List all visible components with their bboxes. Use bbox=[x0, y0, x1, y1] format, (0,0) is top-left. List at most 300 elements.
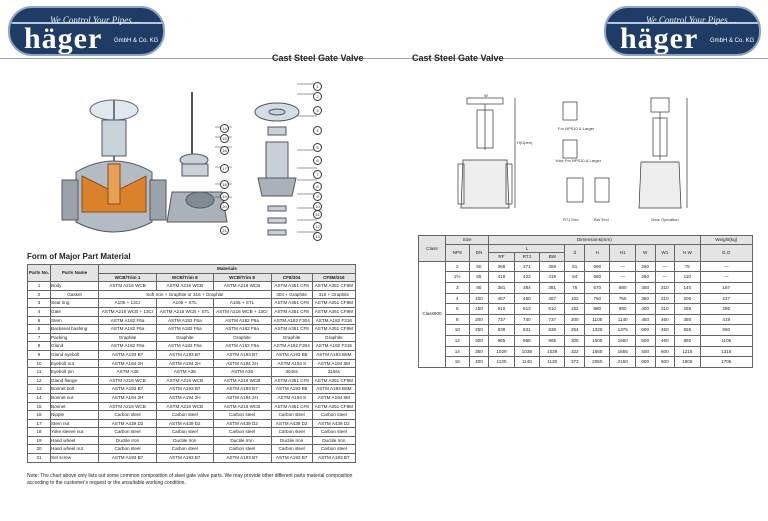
table-row bbox=[28, 359, 356, 368]
table-cell: 500 bbox=[635, 325, 655, 336]
table-cell: Hand wheel bbox=[51, 436, 99, 445]
table-cell: Bonnet nut bbox=[51, 393, 99, 402]
table-cell: ASTM A193 B7 bbox=[157, 350, 213, 359]
table-cell: Seat ring bbox=[51, 299, 99, 308]
table-cell: 368 bbox=[489, 261, 514, 272]
table-cell: ASTM A216 WCB + 13Cr bbox=[213, 307, 271, 316]
table-cell: Gland bbox=[51, 342, 99, 351]
table-cell: 460 bbox=[655, 335, 675, 346]
callout-19: 19 bbox=[220, 192, 229, 201]
table-cell: 76 bbox=[565, 282, 585, 293]
table-cell: 167 bbox=[700, 282, 752, 293]
table-cell: ASTM A182 F6a bbox=[99, 316, 157, 325]
table-cell: 280 bbox=[635, 272, 655, 283]
table-cell: 460 bbox=[514, 293, 539, 304]
col-hw: H.W bbox=[675, 244, 700, 261]
table-cell: ASTM A351 CF8M bbox=[312, 325, 355, 334]
table-cell: 16 bbox=[446, 357, 470, 368]
table-cell: 457 bbox=[540, 293, 565, 304]
table-cell: 400 bbox=[469, 357, 489, 368]
dim-label-h: H(Open) bbox=[517, 140, 533, 145]
callout-4: 4 bbox=[313, 126, 322, 135]
table-cell: 373 bbox=[565, 357, 585, 368]
table-cell: Hand wheel nut bbox=[51, 445, 99, 454]
table-cell: Carbon steel bbox=[99, 445, 157, 454]
table-cell: ASTM A193 B7 bbox=[213, 454, 271, 463]
table-cell: ASTM A216 WCB bbox=[213, 376, 271, 385]
callout-18: 18 bbox=[220, 180, 229, 189]
logo-name: häger bbox=[24, 22, 103, 55]
logo-name: häger bbox=[620, 22, 699, 55]
table-row bbox=[419, 293, 753, 304]
table-cell: 51 bbox=[565, 261, 585, 272]
table-cell: ASTM A216 WCB bbox=[157, 282, 213, 291]
table-cell: 1029 bbox=[540, 346, 565, 357]
table-cell: — bbox=[700, 272, 752, 283]
table-cell: ASTM A36 bbox=[157, 368, 213, 377]
table-cell: 740 bbox=[514, 314, 539, 325]
table-cell: 500 bbox=[635, 335, 655, 346]
table-row bbox=[28, 316, 356, 325]
callout-12: 12 bbox=[313, 222, 322, 231]
table-cell: ASTM A194 2H bbox=[99, 393, 157, 402]
table-cell: 1705 bbox=[700, 357, 752, 368]
table-cell: 860 bbox=[675, 335, 700, 346]
detail-view bbox=[563, 102, 609, 202]
caption-bw-end: BW End bbox=[594, 217, 609, 222]
table-cell: 254 bbox=[565, 325, 585, 336]
exploded-stem bbox=[167, 92, 227, 222]
table-row bbox=[28, 376, 356, 385]
table-cell: ASTM A194 2H bbox=[213, 359, 271, 368]
table-cell: ASTM A216 WCB bbox=[213, 402, 271, 411]
table-cell: 650 bbox=[585, 272, 610, 283]
table-cell: ASTM A216 WCB + 13Cr bbox=[99, 307, 157, 316]
table-cell: — bbox=[610, 261, 635, 272]
table-cell: ASTM A194 2H bbox=[157, 393, 213, 402]
table-cell: 381 bbox=[540, 282, 565, 293]
table-cell: ASTM A351 CF8M bbox=[312, 307, 355, 316]
table-cell: ASTM A182 F316 bbox=[312, 316, 355, 325]
table-cell: Carbon steel bbox=[157, 411, 213, 420]
table-cell: ASTM A182 F6a bbox=[157, 316, 213, 325]
cutaway-valve bbox=[62, 100, 166, 232]
callout-1: 1 bbox=[313, 82, 322, 91]
table-cell: Carbon steel bbox=[312, 411, 355, 420]
table-cell: Carbon steel bbox=[271, 411, 312, 420]
table-cell: 2 bbox=[446, 261, 470, 272]
callout-17: 17 bbox=[220, 164, 229, 173]
table-cell: Bonnet bbox=[51, 402, 99, 411]
table-cell: Yoke sleeve nut bbox=[51, 428, 99, 437]
table-cell: 350 bbox=[635, 293, 655, 304]
table-row bbox=[28, 445, 356, 454]
table-cell: 5 bbox=[28, 316, 51, 325]
table-cell: ASTM A182 F6a bbox=[213, 342, 271, 351]
table-cell: ASTM A216 WCB bbox=[99, 376, 157, 385]
table-cell: 102 bbox=[565, 293, 585, 304]
table-cell: 1655 bbox=[610, 346, 635, 357]
table-cell: 1215 bbox=[675, 346, 700, 357]
table-cell: 419 bbox=[540, 272, 565, 283]
table-cell: 450 bbox=[635, 314, 655, 325]
table-cell: ASTM A351 CF8M bbox=[312, 376, 355, 385]
table-cell: Carbon steel bbox=[99, 411, 157, 420]
table-cell: 300 bbox=[469, 335, 489, 346]
table-cell: 258 bbox=[675, 304, 700, 315]
table-cell: ASTM A193 B7 bbox=[99, 385, 157, 394]
table-cell: 460 bbox=[655, 325, 675, 336]
callout-5: 5 bbox=[313, 143, 322, 152]
table-cell: 305 bbox=[565, 335, 585, 346]
table-cell: 9 bbox=[28, 350, 51, 359]
table-cell: 610 bbox=[540, 304, 565, 315]
table-cell: 14 bbox=[446, 346, 470, 357]
table-cell: Gland eyebolt bbox=[51, 350, 99, 359]
caption-yoke-nps10: Yoke For NPS10 & Larger bbox=[555, 158, 602, 163]
table-cell: 7 bbox=[28, 333, 51, 342]
table-row bbox=[28, 411, 356, 420]
table-cell: 200 bbox=[565, 314, 585, 325]
table-cell: Gasket bbox=[51, 290, 99, 299]
table-cell: ASTM A351 CF8 bbox=[271, 325, 312, 334]
table-row bbox=[28, 368, 356, 377]
logo-tagline: We Control Your Pipes ... bbox=[50, 15, 141, 25]
table-cell: ASTM A193 B7 bbox=[99, 350, 157, 359]
table-cell: ASTM A216 WCB bbox=[99, 282, 157, 291]
table-cell: 8 bbox=[28, 342, 51, 351]
table-cell: 1130 bbox=[540, 357, 565, 368]
table-cell: 14 bbox=[28, 393, 51, 402]
grade-header: WCB/Trim 8 bbox=[157, 273, 213, 282]
table-cell: 1375 bbox=[610, 325, 635, 336]
table-cell: 15 bbox=[28, 402, 51, 411]
table-cell: ASTM A351 CF8 bbox=[271, 282, 312, 291]
table-cell: 838 bbox=[540, 325, 565, 336]
col-h: H bbox=[585, 244, 610, 261]
table-cell: 285 bbox=[700, 304, 752, 315]
table-row bbox=[419, 325, 753, 336]
col-dn: DN bbox=[469, 244, 489, 261]
table-cell: 21 bbox=[28, 454, 51, 463]
table-cell: ASTM A193 B7 bbox=[271, 454, 312, 463]
table-cell: ASTM A182 F6a bbox=[157, 342, 213, 351]
table-row bbox=[28, 402, 356, 411]
table-cell: 304 + Graphite bbox=[271, 290, 312, 299]
table-cell: 75 bbox=[675, 261, 700, 272]
table-cell: Eyebolt pin bbox=[51, 368, 99, 377]
col-d: d bbox=[565, 244, 585, 261]
table-cell: 4 bbox=[28, 307, 51, 316]
table-cell: ASTM A216 WCB bbox=[157, 402, 213, 411]
table-row bbox=[28, 307, 356, 316]
table-cell: 1106 bbox=[700, 335, 752, 346]
table-cell: 600 bbox=[655, 357, 675, 368]
table-row bbox=[28, 428, 356, 437]
table-cell: Ductile Iron bbox=[157, 436, 213, 445]
table-cell: ASTM A193 B8 bbox=[271, 385, 312, 394]
table-cell: 19 bbox=[28, 436, 51, 445]
exploded-bonnet bbox=[255, 103, 299, 235]
table-cell: ASTM A182 F6a bbox=[99, 342, 157, 351]
table-cell: ASTM A194 2H bbox=[213, 393, 271, 402]
callout-3: 3 bbox=[313, 106, 322, 115]
table-cell: 350 bbox=[469, 346, 489, 357]
table-cell: 350 bbox=[675, 314, 700, 325]
table-cell: 1140 bbox=[514, 357, 539, 368]
table-cell: 227 bbox=[700, 293, 752, 304]
table-cell: 838 bbox=[489, 325, 514, 336]
col-l: L bbox=[489, 244, 565, 253]
logo-suffix: GmbH & Co. KG bbox=[114, 38, 159, 44]
table-cell: 322 bbox=[565, 346, 585, 357]
table-cell: Ductile Iron bbox=[271, 436, 312, 445]
table-cell: Graphite bbox=[312, 333, 355, 342]
table-cell: 150 bbox=[469, 304, 489, 315]
table-cell: 968 bbox=[514, 335, 539, 346]
table-cell: ASTM A194 8M bbox=[312, 393, 355, 402]
col-w: W bbox=[635, 244, 655, 261]
table-cell: — bbox=[700, 261, 752, 272]
table-cell: ASTM A439 D2 bbox=[157, 419, 213, 428]
table-cell: 110 bbox=[675, 272, 700, 283]
table-cell: 18 bbox=[28, 428, 51, 437]
table-cell: Ductile Iron bbox=[99, 436, 157, 445]
table-cell: 368 bbox=[540, 261, 565, 272]
callout-20: 20 bbox=[220, 202, 229, 211]
table-cell: Gate bbox=[51, 307, 99, 316]
table-cell: ASTM A194 8 bbox=[271, 359, 312, 368]
table-cell: Ductile Iron bbox=[312, 436, 355, 445]
table-cell: ASTM A182 F6a bbox=[99, 325, 157, 334]
logo-left bbox=[8, 6, 165, 56]
table-cell: ASTM A439 D2 bbox=[213, 419, 271, 428]
table-row bbox=[28, 325, 356, 334]
table-cell: 555 bbox=[675, 325, 700, 336]
table-row bbox=[28, 419, 356, 428]
table-cell: 250 bbox=[469, 325, 489, 336]
table-cell: 381 bbox=[489, 282, 514, 293]
col-bw: BW bbox=[540, 253, 565, 262]
table-cell: — bbox=[655, 261, 675, 272]
col-class: Class bbox=[419, 236, 446, 262]
table-cell: 2½ bbox=[446, 272, 470, 283]
table-cell: Packing bbox=[51, 333, 99, 342]
table-row bbox=[419, 314, 753, 325]
table-cell: ASTM A182 F6a bbox=[213, 325, 271, 334]
table-cell: Nipple bbox=[51, 411, 99, 420]
table-cell: Stem bbox=[51, 316, 99, 325]
table-row bbox=[28, 393, 356, 402]
table-cell: A105 + STL bbox=[213, 299, 271, 308]
table-cell: 2 bbox=[28, 290, 51, 299]
table-cell: ASTM A193 B7 bbox=[213, 350, 271, 359]
table-row bbox=[419, 335, 753, 346]
table-cell: 310 bbox=[655, 304, 675, 315]
table-cell: 11 bbox=[28, 368, 51, 377]
table-cell: 371 bbox=[514, 261, 539, 272]
callout-15: 15 bbox=[220, 134, 229, 143]
table-cell: Carbon steel bbox=[271, 428, 312, 437]
table-cell: 316ss bbox=[312, 368, 355, 377]
table-cell: ASTM A194 2H bbox=[99, 359, 157, 368]
table-cell: 12 bbox=[28, 376, 51, 385]
table-cell: Carbon steel bbox=[271, 445, 312, 454]
table-cell: 304ss bbox=[271, 368, 312, 377]
table-cell: 1 bbox=[28, 282, 51, 291]
table-row bbox=[28, 436, 356, 445]
logo-right bbox=[604, 6, 761, 56]
table-cell: ASTM A182 F304 bbox=[271, 316, 312, 325]
table-cell: 755 bbox=[610, 293, 635, 304]
table-cell: ASTM A193 B7 bbox=[312, 454, 355, 463]
callout-2: 2 bbox=[313, 92, 322, 101]
dim-label-w: W bbox=[484, 93, 488, 98]
table-cell: ASTM A439 D2 bbox=[271, 419, 312, 428]
table-row bbox=[28, 282, 356, 291]
table-cell: 64 bbox=[565, 272, 585, 283]
col-materials: Materials bbox=[99, 265, 356, 274]
table-cell: ASTM A182 F316 bbox=[312, 342, 355, 351]
col-weight: Weight(kg) bbox=[700, 236, 752, 245]
table-cell: 880 bbox=[585, 304, 610, 315]
table-row bbox=[28, 342, 356, 351]
grade-header: WCB/Trim 8 bbox=[213, 273, 271, 282]
table-cell: 419 bbox=[489, 272, 514, 283]
table-cell: 250 bbox=[635, 261, 655, 272]
table-cell: ASTM A351 CF8 bbox=[271, 307, 312, 316]
col-go: G.O bbox=[700, 244, 752, 261]
table-cell: 384 bbox=[514, 282, 539, 293]
callout-16: 16 bbox=[220, 146, 229, 155]
table-row bbox=[28, 385, 356, 394]
table-cell: Carbon steel bbox=[99, 428, 157, 437]
table-cell: 80 bbox=[469, 282, 489, 293]
col-nps: NPS bbox=[446, 244, 470, 261]
table-cell: 152 bbox=[565, 304, 585, 315]
table-cell: Carbon steel bbox=[312, 428, 355, 437]
materials-table bbox=[27, 264, 356, 463]
table-cell: Graphite bbox=[99, 333, 157, 342]
table-cell: A105 + 13Cr bbox=[99, 299, 157, 308]
table-cell: ASTM A216 WCB + STL bbox=[157, 307, 213, 316]
col-h1: H1 bbox=[610, 244, 635, 261]
callout-9: 9 bbox=[313, 192, 322, 201]
table-cell: ASTM A193 B8M bbox=[312, 350, 355, 359]
table-row bbox=[419, 357, 753, 368]
table-cell: 13 bbox=[28, 385, 51, 394]
materials-note: Note: The chart above only lists out some common composition of steel gate valve parts. We may provide other different parts material composition according to the customer's request or the unsuitable working condition. bbox=[27, 473, 353, 486]
table-cell: 310 bbox=[655, 282, 675, 293]
table-cell: ASTM A216 WCB bbox=[157, 376, 213, 385]
table-cell: ASTM A351 CF8M bbox=[312, 299, 355, 308]
table-cell: 1105 bbox=[585, 314, 610, 325]
table-cell: 10 bbox=[28, 359, 51, 368]
table-cell: 590 bbox=[585, 261, 610, 272]
table-cell: Carbon steel bbox=[213, 411, 271, 420]
logo-tagline: We Control Your Pipes ... bbox=[646, 15, 737, 25]
table-cell: ASTM A194 2H bbox=[157, 359, 213, 368]
table-cell: — bbox=[655, 272, 675, 283]
callout-10: 10 bbox=[313, 202, 322, 211]
caption-rtj-end: RTJ End bbox=[563, 217, 579, 222]
table-cell: 600 bbox=[655, 346, 675, 357]
table-cell: 1315 bbox=[700, 346, 752, 357]
table-row bbox=[419, 272, 753, 283]
caption-for-nps10: For NPS10 & Larger bbox=[558, 126, 595, 131]
table-cell: ASTM A182 F6a bbox=[157, 325, 213, 334]
table-cell: Stem nut bbox=[51, 419, 99, 428]
table-row bbox=[28, 333, 356, 342]
table-cell: ASTM A193 B7 bbox=[99, 454, 157, 463]
table-cell: 650 bbox=[700, 325, 752, 336]
table-cell: Bonnet bolt bbox=[51, 385, 99, 394]
grade-header: CF8/304 bbox=[271, 273, 312, 282]
table-cell: 20 bbox=[28, 445, 51, 454]
table-cell: 10 bbox=[446, 325, 470, 336]
col-w1: W1 bbox=[655, 244, 675, 261]
table-cell: 200 bbox=[675, 293, 700, 304]
table-cell: 1325 bbox=[585, 325, 610, 336]
table-cell: Body bbox=[51, 282, 99, 291]
table-cell: Backseat bushing bbox=[51, 325, 99, 334]
table-cell: 1605 bbox=[675, 357, 700, 368]
table-cell: Carbon steel bbox=[157, 428, 213, 437]
callout-6: 6 bbox=[313, 156, 322, 165]
table-cell: 880 bbox=[610, 304, 635, 315]
table-cell: ASTM A193 B7 bbox=[213, 385, 271, 394]
table-cell: ASTM A193 B8M bbox=[312, 385, 355, 394]
table-row bbox=[28, 454, 356, 463]
table-cell: Set screw bbox=[51, 454, 99, 463]
table-cell: Gland flange bbox=[51, 376, 99, 385]
table-cell: 419 bbox=[700, 314, 752, 325]
table-cell: 422 bbox=[514, 272, 539, 283]
table-row bbox=[419, 304, 753, 315]
table-cell: Carbon steel bbox=[213, 445, 271, 454]
table-cell: ASTM A351 CF8M bbox=[312, 402, 355, 411]
table-cell: ASTM A193 B8 bbox=[271, 350, 312, 359]
table-cell: 100 bbox=[469, 293, 489, 304]
table-cell: 1038 bbox=[514, 346, 539, 357]
table-cell: Ductile Iron bbox=[213, 436, 271, 445]
table-cell: Graphite bbox=[157, 333, 213, 342]
table-cell: 50 bbox=[469, 261, 489, 272]
grade-header: WCB/Trim 1 bbox=[99, 273, 157, 282]
header-divider bbox=[0, 58, 768, 59]
table-cell: 1550 bbox=[610, 335, 635, 346]
table-cell: 310 bbox=[655, 293, 675, 304]
table-cell: 1029 bbox=[489, 346, 514, 357]
table-cell: 4 bbox=[446, 293, 470, 304]
table-cell: 65 bbox=[469, 272, 489, 283]
table-cell: 500 bbox=[635, 346, 655, 357]
table-cell: Graphite bbox=[271, 333, 312, 342]
table-cell: Carbon steel bbox=[157, 445, 213, 454]
table-cell: ASTM A351 CF8 bbox=[271, 402, 312, 411]
table-cell: ASTM A194 8 bbox=[271, 393, 312, 402]
table-cell: 965 bbox=[540, 335, 565, 346]
callout-13: 13 bbox=[313, 232, 322, 241]
table-row bbox=[419, 282, 753, 293]
table-cell: 1505 bbox=[585, 335, 610, 346]
callout-14: 14 bbox=[220, 124, 229, 133]
table-cell: ASTM A182 F304 bbox=[271, 342, 312, 351]
table-cell: 1130 bbox=[489, 357, 514, 368]
table-cell: ASTM A216 WCB bbox=[213, 282, 271, 291]
caption-gear: Gear Operation bbox=[651, 217, 679, 222]
table-row bbox=[28, 299, 356, 308]
